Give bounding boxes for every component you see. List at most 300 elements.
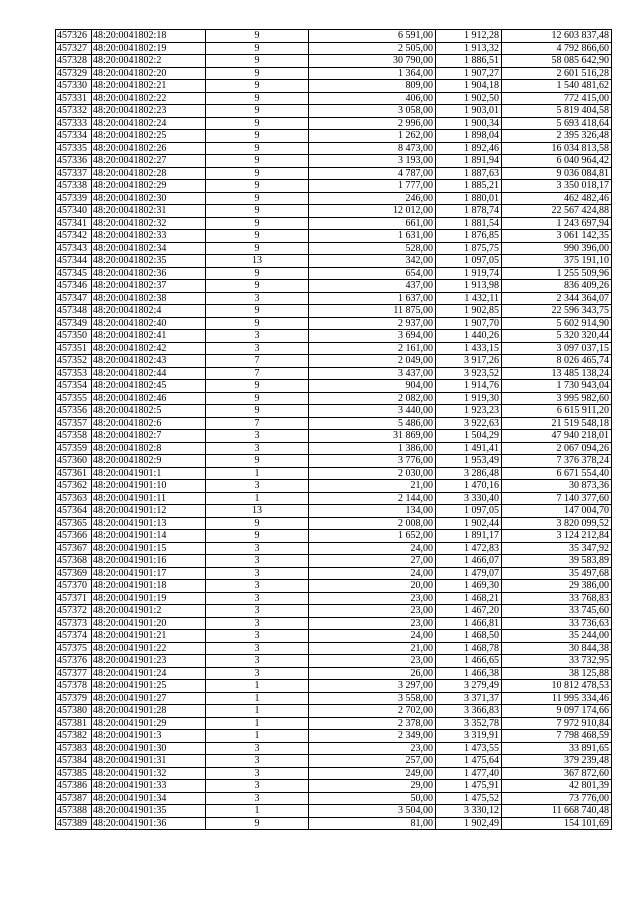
category-cell: 1 xyxy=(206,730,309,743)
table-row xyxy=(56,92,612,105)
cadastral-number-cell: 48:20:0041901:35 xyxy=(92,805,206,818)
category-cell: 13 xyxy=(206,255,309,268)
cadastral-value-cell: 4 792 866,60 xyxy=(502,42,612,55)
cadastral-value-cell: 39 583,89 xyxy=(502,555,612,568)
category-cell: 9 xyxy=(206,267,309,280)
unit-value-cell: 1 466,81 xyxy=(436,617,502,630)
cadastral-number-cell: 48:20:0041901:25 xyxy=(92,680,206,693)
category-cell: 3 xyxy=(206,555,309,568)
table-row xyxy=(56,392,612,405)
cadastral-number-cell: 48:20:0041802:29 xyxy=(92,180,206,193)
cadastral-number-cell: 48:20:0041802:41 xyxy=(92,330,206,343)
cadastral-value-cell: 22 596 343,75 xyxy=(502,305,612,318)
row-id-cell: 457348 xyxy=(56,305,92,318)
cadastral-value-cell: 5 819 404,58 xyxy=(502,105,612,118)
table-row xyxy=(56,330,612,343)
category-cell: 1 xyxy=(206,680,309,693)
cadastral-value-cell: 35 244,00 xyxy=(502,630,612,643)
cadastral-value-cell: 3 820 099,52 xyxy=(502,517,612,530)
category-cell: 9 xyxy=(206,217,309,230)
row-id-cell: 457332 xyxy=(56,105,92,118)
table-row xyxy=(56,355,612,368)
unit-value-cell: 1 891,17 xyxy=(436,530,502,543)
row-id-cell: 457336 xyxy=(56,155,92,168)
area-cell: 2 937,00 xyxy=(309,317,436,330)
category-cell: 9 xyxy=(206,317,309,330)
row-id-cell: 457361 xyxy=(56,467,92,480)
cadastral-value-cell: 1 243 697,94 xyxy=(502,217,612,230)
cadastral-value-cell: 11 995 334,46 xyxy=(502,692,612,705)
table-row xyxy=(56,180,612,193)
table-row xyxy=(56,292,612,305)
category-cell: 3 xyxy=(206,567,309,580)
row-id-cell: 457340 xyxy=(56,205,92,218)
cadastral-value-cell: 16 034 813,58 xyxy=(502,142,612,155)
category-cell: 3 xyxy=(206,667,309,680)
row-id-cell: 457352 xyxy=(56,355,92,368)
category-cell: 3 xyxy=(206,292,309,305)
cadastral-number-cell: 48:20:0041901:16 xyxy=(92,555,206,568)
unit-value-cell: 1 887,63 xyxy=(436,167,502,180)
category-cell: 3 xyxy=(206,642,309,655)
cadastral-value-cell: 11 668 740,48 xyxy=(502,805,612,818)
table-row xyxy=(56,255,612,268)
row-id-cell: 457355 xyxy=(56,392,92,405)
table-body xyxy=(56,30,612,830)
area-cell: 809,00 xyxy=(309,80,436,93)
row-id-cell: 457371 xyxy=(56,592,92,605)
area-cell: 257,00 xyxy=(309,755,436,768)
unit-value-cell: 1 479,07 xyxy=(436,567,502,580)
category-cell: 3 xyxy=(206,330,309,343)
table-row xyxy=(56,405,612,418)
unit-value-cell: 1 892,46 xyxy=(436,142,502,155)
unit-value-cell: 3 286,48 xyxy=(436,467,502,480)
row-id-cell: 457374 xyxy=(56,630,92,643)
unit-value-cell: 3 371,37 xyxy=(436,692,502,705)
area-cell: 1 364,00 xyxy=(309,67,436,80)
category-cell: 3 xyxy=(206,630,309,643)
row-id-cell: 457372 xyxy=(56,605,92,618)
cadastral-value-cell: 38 125,88 xyxy=(502,667,612,680)
area-cell: 2 008,00 xyxy=(309,517,436,530)
row-id-cell: 457389 xyxy=(56,817,92,830)
category-cell: 9 xyxy=(206,405,309,418)
cadastral-number-cell: 48:20:0041802:42 xyxy=(92,342,206,355)
cadastral-value-cell: 9 036 084,81 xyxy=(502,167,612,180)
unit-value-cell: 3 319,91 xyxy=(436,730,502,743)
cadastral-value-cell: 147 004,70 xyxy=(502,505,612,518)
cadastral-number-cell: 48:20:0041901:1 xyxy=(92,467,206,480)
row-id-cell: 457328 xyxy=(56,55,92,68)
row-id-cell: 457349 xyxy=(56,317,92,330)
category-cell: 9 xyxy=(206,105,309,118)
area-cell: 23,00 xyxy=(309,592,436,605)
category-cell: 3 xyxy=(206,542,309,555)
category-cell: 9 xyxy=(206,167,309,180)
cadastral-value-cell: 7 972 910,84 xyxy=(502,717,612,730)
cadastral-value-cell: 3 097 037,15 xyxy=(502,342,612,355)
area-cell: 24,00 xyxy=(309,630,436,643)
row-id-cell: 457344 xyxy=(56,255,92,268)
table-row xyxy=(56,530,612,543)
cadastral-value-cell: 47 940 218,01 xyxy=(502,430,612,443)
cadastral-number-cell: 48:20:0041901:10 xyxy=(92,480,206,493)
category-cell: 7 xyxy=(206,367,309,380)
unit-value-cell: 1 469,30 xyxy=(436,580,502,593)
cadastral-value-cell: 1 540 481,62 xyxy=(502,80,612,93)
cadastral-number-cell: 48:20:0041901:12 xyxy=(92,505,206,518)
table-row xyxy=(56,717,612,730)
category-cell: 9 xyxy=(206,205,309,218)
row-id-cell: 457351 xyxy=(56,342,92,355)
unit-value-cell: 3 922,63 xyxy=(436,417,502,430)
cadastral-value-cell: 5 320 320,44 xyxy=(502,330,612,343)
cadastral-number-cell: 48:20:0041901:30 xyxy=(92,742,206,755)
table-row xyxy=(56,617,612,630)
unit-value-cell: 1 440,26 xyxy=(436,330,502,343)
area-cell: 8 473,00 xyxy=(309,142,436,155)
category-cell: 13 xyxy=(206,505,309,518)
unit-value-cell: 1 466,38 xyxy=(436,667,502,680)
row-id-cell: 457364 xyxy=(56,505,92,518)
row-id-cell: 457363 xyxy=(56,492,92,505)
cadastral-number-cell: 48:20:0041901:20 xyxy=(92,617,206,630)
table-row xyxy=(56,55,612,68)
table-row xyxy=(56,817,612,830)
table-row xyxy=(56,80,612,93)
cadastral-value-cell: 7 798 468,59 xyxy=(502,730,612,743)
row-id-cell: 457369 xyxy=(56,567,92,580)
category-cell: 7 xyxy=(206,355,309,368)
area-cell: 661,00 xyxy=(309,217,436,230)
category-cell: 3 xyxy=(206,755,309,768)
cadastral-number-cell: 48:20:0041802:20 xyxy=(92,67,206,80)
row-id-cell: 457354 xyxy=(56,380,92,393)
unit-value-cell: 3 917,26 xyxy=(436,355,502,368)
unit-value-cell: 1 878,74 xyxy=(436,205,502,218)
cadastral-number-cell: 48:20:0041802:24 xyxy=(92,117,206,130)
cadastral-value-cell: 35 497,68 xyxy=(502,567,612,580)
table-row xyxy=(56,592,612,605)
cadastral-value-cell: 2 067 094,26 xyxy=(502,442,612,455)
cadastral-number-cell: 48:20:0041802:32 xyxy=(92,217,206,230)
table-row xyxy=(56,755,612,768)
row-id-cell: 457326 xyxy=(56,30,92,43)
cadastral-number-cell: 48:20:0041802:21 xyxy=(92,80,206,93)
cadastral-number-cell: 48:20:0041901:18 xyxy=(92,580,206,593)
cadastral-number-cell: 48:20:0041901:17 xyxy=(92,567,206,580)
row-id-cell: 457356 xyxy=(56,405,92,418)
unit-value-cell: 1 902,44 xyxy=(436,517,502,530)
unit-value-cell: 1 885,21 xyxy=(436,180,502,193)
cadastral-number-cell: 48:20:0041901:14 xyxy=(92,530,206,543)
row-id-cell: 457346 xyxy=(56,280,92,293)
category-cell: 9 xyxy=(206,305,309,318)
area-cell: 654,00 xyxy=(309,267,436,280)
table-row xyxy=(56,480,612,493)
area-cell: 1 386,00 xyxy=(309,442,436,455)
cadastral-number-cell: 48:20:0041802:44 xyxy=(92,367,206,380)
table-row xyxy=(56,742,612,755)
cadastral-number-cell: 48:20:0041802:18 xyxy=(92,30,206,43)
row-id-cell: 457379 xyxy=(56,692,92,705)
area-cell: 4 787,00 xyxy=(309,167,436,180)
row-id-cell: 457343 xyxy=(56,242,92,255)
category-cell: 3 xyxy=(206,442,309,455)
area-cell: 2 161,00 xyxy=(309,342,436,355)
table-row xyxy=(56,280,612,293)
area-cell: 30 790,00 xyxy=(309,55,436,68)
unit-value-cell: 1 904,18 xyxy=(436,80,502,93)
area-cell: 3 058,00 xyxy=(309,105,436,118)
cadastral-value-cell: 3 995 982,60 xyxy=(502,392,612,405)
table-row xyxy=(56,455,612,468)
category-cell: 7 xyxy=(206,417,309,430)
category-cell: 9 xyxy=(206,817,309,830)
area-cell: 2 702,00 xyxy=(309,705,436,718)
unit-value-cell: 1 907,27 xyxy=(436,67,502,80)
area-cell: 528,00 xyxy=(309,242,436,255)
cadastral-value-cell: 21 519 548,18 xyxy=(502,417,612,430)
row-id-cell: 457327 xyxy=(56,42,92,55)
table-row xyxy=(56,167,612,180)
table-row xyxy=(56,142,612,155)
cadastral-number-cell: 48:20:0041901:29 xyxy=(92,717,206,730)
table-row xyxy=(56,792,612,805)
cadastral-number-cell: 48:20:0041802:5 xyxy=(92,405,206,418)
table-row xyxy=(56,555,612,568)
area-cell: 81,00 xyxy=(309,817,436,830)
table-row xyxy=(56,367,612,380)
cadastral-number-cell: 48:20:0041901:32 xyxy=(92,767,206,780)
table-row xyxy=(56,505,612,518)
category-cell: 9 xyxy=(206,155,309,168)
row-id-cell: 457378 xyxy=(56,680,92,693)
cadastral-number-cell: 48:20:0041901:2 xyxy=(92,605,206,618)
cadastral-value-cell: 2 601 516,28 xyxy=(502,67,612,80)
cadastral-number-cell: 48:20:0041901:11 xyxy=(92,492,206,505)
cadastral-value-cell: 42 801,39 xyxy=(502,780,612,793)
cadastral-value-cell: 73 776,00 xyxy=(502,792,612,805)
area-cell: 2 030,00 xyxy=(309,467,436,480)
table-row xyxy=(56,242,612,255)
unit-value-cell: 1 467,20 xyxy=(436,605,502,618)
cadastral-value-table xyxy=(55,29,612,830)
area-cell: 246,00 xyxy=(309,192,436,205)
category-cell: 3 xyxy=(206,580,309,593)
table-row xyxy=(56,442,612,455)
row-id-cell: 457353 xyxy=(56,367,92,380)
area-cell: 249,00 xyxy=(309,767,436,780)
unit-value-cell: 1 504,29 xyxy=(436,430,502,443)
row-id-cell: 457358 xyxy=(56,430,92,443)
row-id-cell: 457377 xyxy=(56,667,92,680)
category-cell: 1 xyxy=(206,805,309,818)
cadastral-number-cell: 48:20:0041901:31 xyxy=(92,755,206,768)
category-cell: 9 xyxy=(206,280,309,293)
table-row xyxy=(56,305,612,318)
cadastral-value-cell: 33 736,63 xyxy=(502,617,612,630)
unit-value-cell: 1 881,54 xyxy=(436,217,502,230)
area-cell: 3 504,00 xyxy=(309,805,436,818)
cadastral-number-cell: 48:20:0041802:9 xyxy=(92,455,206,468)
category-cell: 9 xyxy=(206,455,309,468)
table-row xyxy=(56,205,612,218)
category-cell: 9 xyxy=(206,80,309,93)
cadastral-value-cell: 8 026 465,74 xyxy=(502,355,612,368)
category-cell: 3 xyxy=(206,780,309,793)
cadastral-number-cell: 48:20:0041802:45 xyxy=(92,380,206,393)
unit-value-cell: 1 875,75 xyxy=(436,242,502,255)
area-cell: 20,00 xyxy=(309,580,436,593)
cadastral-number-cell: 48:20:0041901:36 xyxy=(92,817,206,830)
unit-value-cell: 1 433,15 xyxy=(436,342,502,355)
table-row xyxy=(56,417,612,430)
row-id-cell: 457333 xyxy=(56,117,92,130)
table-row xyxy=(56,730,612,743)
area-cell: 2 505,00 xyxy=(309,42,436,55)
row-id-cell: 457330 xyxy=(56,80,92,93)
row-id-cell: 457370 xyxy=(56,580,92,593)
cadastral-value-cell: 13 485 138,24 xyxy=(502,367,612,380)
cadastral-number-cell: 48:20:0041802:28 xyxy=(92,167,206,180)
unit-value-cell: 3 330,40 xyxy=(436,492,502,505)
cadastral-number-cell: 48:20:0041901:22 xyxy=(92,642,206,655)
cadastral-value-cell: 10 812 478,53 xyxy=(502,680,612,693)
area-cell: 21,00 xyxy=(309,480,436,493)
unit-value-cell: 1 466,65 xyxy=(436,655,502,668)
category-cell: 1 xyxy=(206,717,309,730)
area-cell: 23,00 xyxy=(309,617,436,630)
cadastral-value-cell: 3 124 212,84 xyxy=(502,530,612,543)
unit-value-cell: 1 913,98 xyxy=(436,280,502,293)
row-id-cell: 457375 xyxy=(56,642,92,655)
category-cell: 9 xyxy=(206,392,309,405)
cadastral-number-cell: 48:20:0041901:24 xyxy=(92,667,206,680)
area-cell: 31 869,00 xyxy=(309,430,436,443)
unit-value-cell: 1 919,74 xyxy=(436,267,502,280)
category-cell: 3 xyxy=(206,792,309,805)
area-cell: 2 144,00 xyxy=(309,492,436,505)
area-cell: 2 378,00 xyxy=(309,717,436,730)
category-cell: 9 xyxy=(206,230,309,243)
area-cell: 12 012,00 xyxy=(309,205,436,218)
cadastral-value-cell: 2 344 364,07 xyxy=(502,292,612,305)
row-id-cell: 457335 xyxy=(56,142,92,155)
category-cell: 9 xyxy=(206,142,309,155)
area-cell: 6 591,00 xyxy=(309,30,436,43)
cadastral-value-cell: 462 482,46 xyxy=(502,192,612,205)
unit-value-cell: 1 912,28 xyxy=(436,30,502,43)
area-cell: 23,00 xyxy=(309,742,436,755)
row-id-cell: 457373 xyxy=(56,617,92,630)
unit-value-cell: 1 468,21 xyxy=(436,592,502,605)
table-row xyxy=(56,805,612,818)
table-row xyxy=(56,655,612,668)
category-cell: 9 xyxy=(206,242,309,255)
cadastral-value-cell: 33 732,95 xyxy=(502,655,612,668)
area-cell: 5 486,00 xyxy=(309,417,436,430)
cadastral-value-cell: 7 376 378,24 xyxy=(502,455,612,468)
cadastral-value-cell: 367 872,60 xyxy=(502,767,612,780)
row-id-cell: 457342 xyxy=(56,230,92,243)
area-cell: 50,00 xyxy=(309,792,436,805)
area-cell: 24,00 xyxy=(309,542,436,555)
unit-value-cell: 1 466,07 xyxy=(436,555,502,568)
category-cell: 9 xyxy=(206,117,309,130)
area-cell: 2 082,00 xyxy=(309,392,436,405)
cadastral-number-cell: 48:20:0041802:26 xyxy=(92,142,206,155)
row-id-cell: 457365 xyxy=(56,517,92,530)
cadastral-number-cell: 48:20:0041802:22 xyxy=(92,92,206,105)
unit-value-cell: 1 491,41 xyxy=(436,442,502,455)
table-row xyxy=(56,67,612,80)
category-cell: 3 xyxy=(206,430,309,443)
area-cell: 2 996,00 xyxy=(309,117,436,130)
cadastral-number-cell: 48:20:0041802:8 xyxy=(92,442,206,455)
cadastral-value-cell: 30 844,38 xyxy=(502,642,612,655)
cadastral-number-cell: 48:20:0041802:34 xyxy=(92,242,206,255)
row-id-cell: 457388 xyxy=(56,805,92,818)
cadastral-value-cell: 7 140 377,60 xyxy=(502,492,612,505)
area-cell: 342,00 xyxy=(309,255,436,268)
cadastral-number-cell: 48:20:0041901:28 xyxy=(92,705,206,718)
cadastral-number-cell: 48:20:0041901:23 xyxy=(92,655,206,668)
area-cell: 1 652,00 xyxy=(309,530,436,543)
row-id-cell: 457359 xyxy=(56,442,92,455)
row-id-cell: 457337 xyxy=(56,167,92,180)
category-cell: 9 xyxy=(206,130,309,143)
table-row xyxy=(56,105,612,118)
row-id-cell: 457383 xyxy=(56,742,92,755)
table-row xyxy=(56,42,612,55)
category-cell: 3 xyxy=(206,617,309,630)
cadastral-number-cell: 48:20:0041802:25 xyxy=(92,130,206,143)
cadastral-number-cell: 48:20:0041802:37 xyxy=(92,280,206,293)
area-cell: 3 440,00 xyxy=(309,405,436,418)
unit-value-cell: 1 923,23 xyxy=(436,405,502,418)
table-row xyxy=(56,467,612,480)
table-row xyxy=(56,380,612,393)
row-id-cell: 457347 xyxy=(56,292,92,305)
area-cell: 904,00 xyxy=(309,380,436,393)
category-cell: 9 xyxy=(206,92,309,105)
cadastral-number-cell: 48:20:0041901:15 xyxy=(92,542,206,555)
cadastral-number-cell: 48:20:0041802:31 xyxy=(92,205,206,218)
unit-value-cell: 1 432,11 xyxy=(436,292,502,305)
cadastral-value-cell: 6 040 964,42 xyxy=(502,155,612,168)
unit-value-cell: 1 468,78 xyxy=(436,642,502,655)
unit-value-cell: 1 886,51 xyxy=(436,55,502,68)
cadastral-value-cell: 990 396,00 xyxy=(502,242,612,255)
unit-value-cell: 1 914,76 xyxy=(436,380,502,393)
area-cell: 29,00 xyxy=(309,780,436,793)
row-id-cell: 457382 xyxy=(56,730,92,743)
cadastral-value-cell: 33 768,83 xyxy=(502,592,612,605)
cadastral-value-cell: 379 239,48 xyxy=(502,755,612,768)
category-cell: 3 xyxy=(206,592,309,605)
table-row xyxy=(56,542,612,555)
table-row xyxy=(56,217,612,230)
table-row xyxy=(56,680,612,693)
table-row xyxy=(56,692,612,705)
cadastral-number-cell: 48:20:0041901:34 xyxy=(92,792,206,805)
area-cell: 2 049,00 xyxy=(309,355,436,368)
cadastral-number-cell: 48:20:0041802:43 xyxy=(92,355,206,368)
category-cell: 1 xyxy=(206,692,309,705)
area-cell: 3 297,00 xyxy=(309,680,436,693)
